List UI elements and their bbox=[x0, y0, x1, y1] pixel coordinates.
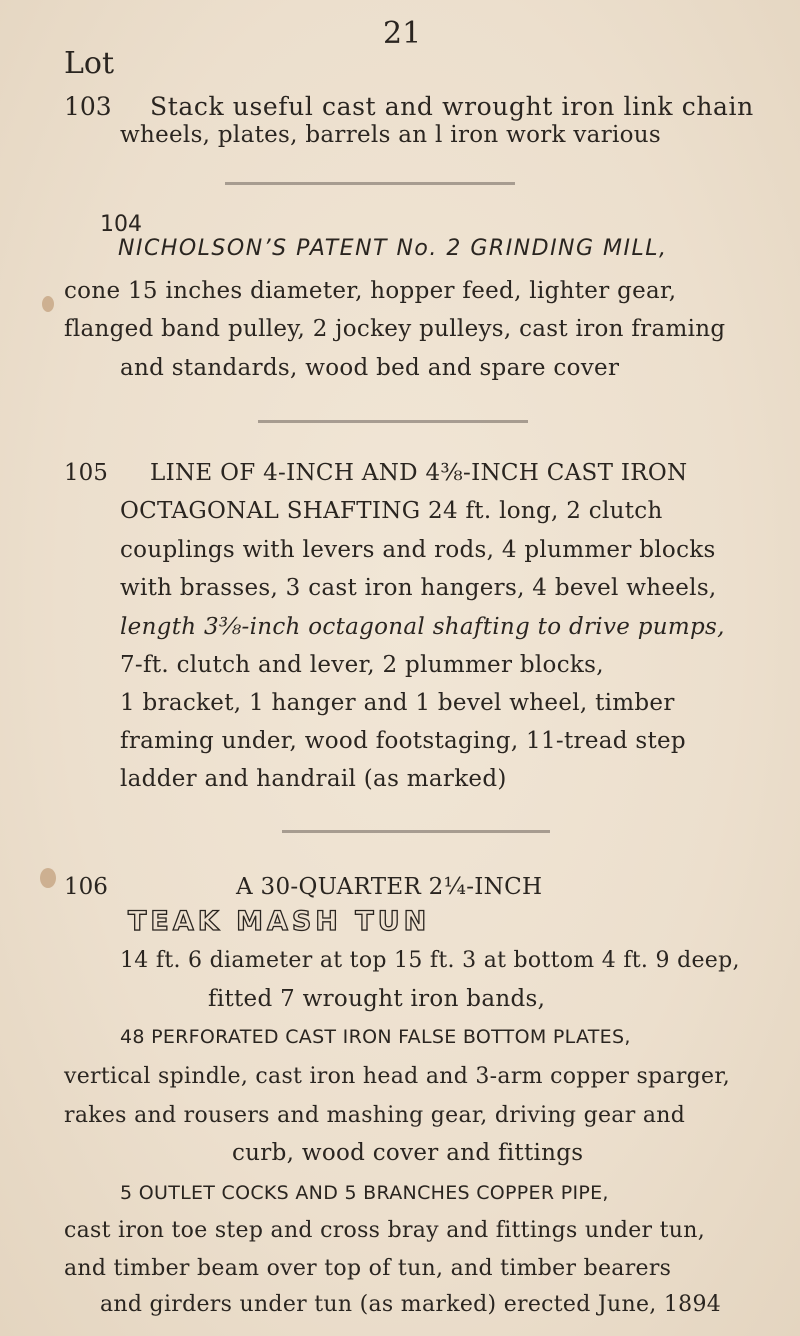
lot-description-line: curb, wood cover and fittings bbox=[232, 1140, 584, 1166]
lot-heading-display: TEAK MASH TUN bbox=[128, 906, 431, 937]
lot-description-line: 5 OUTLET COCKS AND 5 BRANCHES COPPER PIPE, bbox=[120, 1182, 609, 1204]
lot-description-line: with brasses, 3 cast iron hangers, 4 bevel wheels, bbox=[120, 575, 717, 601]
margin-stain bbox=[42, 296, 54, 312]
lot-description-line: ladder and handrail (as marked) bbox=[120, 766, 507, 792]
lot-description-line: cast iron toe step and cross bray and fittings under tun, bbox=[64, 1218, 706, 1243]
lot-description-line: couplings with levers and rods, 4 plummer blocks bbox=[120, 537, 716, 563]
margin-stain bbox=[40, 868, 56, 888]
lot-description-line: OCTAGONAL SHAFTING 24 ft. long, 2 clutch bbox=[120, 498, 663, 524]
lot-description-line: 1 bracket, 1 hanger and 1 bevel wheel, timber bbox=[120, 690, 675, 716]
lot-description-line: A 30-QUARTER 2¼-INCH bbox=[236, 874, 543, 900]
lot-description-line: flanged band pulley, 2 jockey pulleys, cast iron framing bbox=[64, 316, 726, 342]
lot-description-line: Stack useful cast and wrought iron link chain bbox=[150, 92, 754, 121]
lot-description-line: 7-ft. clutch and lever, 2 plummer blocks, bbox=[120, 652, 604, 678]
lot-description-line: rakes and rousers and mashing gear, driving gear and bbox=[64, 1103, 686, 1128]
lot-description-line: 48 PERFORATED CAST IRON FALSE BOTTOM PLATES, bbox=[120, 1026, 631, 1048]
lot-column-header: Lot bbox=[64, 46, 115, 81]
lot-description-line: NICHOLSON’S PATENT No. 2 GRINDING MILL, bbox=[118, 236, 668, 261]
lot-description-line: length 3⅜-inch octagonal shafting to drive pumps, bbox=[120, 614, 725, 640]
lot-description-line: wheels, plates, barrels an l iron work various bbox=[120, 122, 662, 148]
lot-description-line: LINE OF 4-INCH AND 4⅜-INCH CAST IRON bbox=[150, 460, 688, 486]
lot-description-line: and girders under tun (as marked) erected June, 1894 bbox=[100, 1292, 722, 1317]
divider-rule bbox=[225, 182, 515, 185]
lot-description-line: fitted 7 wrought iron bands, bbox=[208, 986, 546, 1012]
lot-number: 106 bbox=[64, 874, 108, 900]
lot-description-line: framing under, wood footstaging, 11-tread step bbox=[120, 728, 686, 754]
lot-description-line: 14 ft. 6 diameter at top 15 ft. 3 at bottom 4 ft. 9 deep, bbox=[120, 948, 740, 973]
lot-number: 103 bbox=[64, 92, 112, 121]
lot-number: 104 bbox=[100, 212, 142, 237]
divider-rule bbox=[258, 420, 528, 423]
lot-description-line: vertical spindle, cast iron head and 3-arm copper sparger, bbox=[64, 1064, 731, 1089]
divider-rule bbox=[282, 830, 550, 833]
lot-number: 105 bbox=[64, 460, 108, 486]
lot-description-line: cone 15 inches diameter, hopper feed, lighter gear, bbox=[64, 278, 677, 304]
page-number: 21 bbox=[383, 16, 422, 51]
lot-description-line: and timber beam over top of tun, and timber bearers bbox=[64, 1256, 672, 1281]
lot-description-line: and standards, wood bed and spare cover bbox=[120, 355, 620, 381]
